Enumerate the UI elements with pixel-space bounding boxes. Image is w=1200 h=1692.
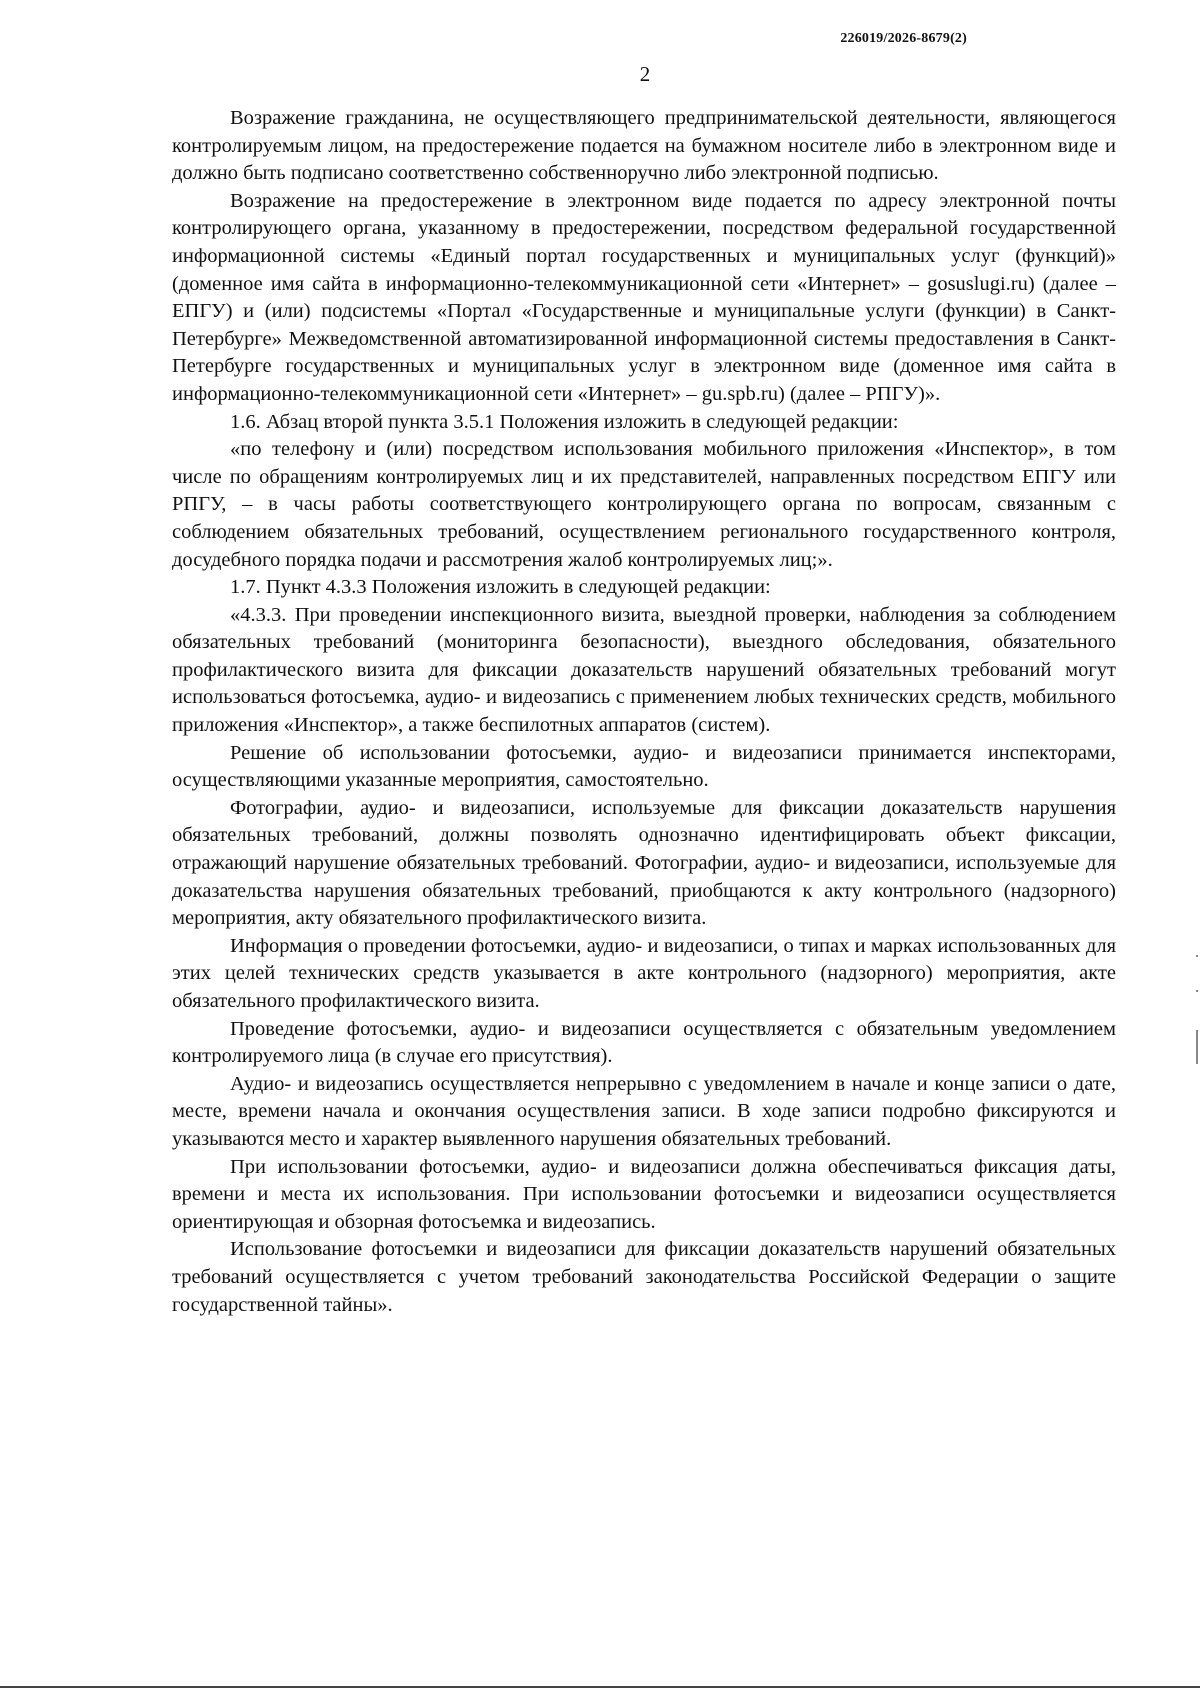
- paragraph: При использовании фотосъемки, аудио- и видеозаписи должна обеспечиваться фиксация даты, времени и места их использования. При использовании фотосъемки и видеозаписи осуществляется ориентирующая и обзорная фотосъемка и видеозапись.: [172, 1155, 1116, 1233]
- paragraph: Проведение фотосъемки, аудио- и видеозаписи осуществляется с обязательным уведомлением контролируемого лица (в случае его присутствия).: [172, 1017, 1116, 1068]
- document-number: 226019/2026-8679(2): [840, 31, 967, 46]
- document-body: [172, 105, 1116, 1319]
- paragraph: «4.3.3. При проведении инспекционного визита, выездной проверки, наблюдения за соблюдением обязательных требований (мониторинга безопасности), выездного обследования, обязательного профилактического визита для фиксации доказательств нарушений обязательных требований могут использоваться фотосъемка, аудио- и видеозапись с применением любых технических средств, мобильного приложения «Инспектор», а также беспилотных аппаратов (систем).: [172, 603, 1116, 737]
- page-number: 2: [639, 62, 651, 86]
- paragraph: Использование фотосъемки и видеозаписи для фиксации доказательств нарушений обязательных требований осуществляется с учетом требований законодательства Российской Федерации о защите государственной тайны».: [172, 1238, 1116, 1316]
- paragraph: 1.7. Пункт 4.3.3 Положения изложить в следующей редакции:: [230, 576, 771, 599]
- paragraph: Решение об использовании фотосъемки, аудио- и видеозаписи принимается инспекторами, осуществляющими указанные мероприятия, самостоятельно.: [172, 741, 1116, 792]
- scan-margin-mark: [1196, 1030, 1198, 1064]
- scan-margin-mark: [1196, 990, 1198, 992]
- paragraph: Возражение на предостережение в электронном виде подается по адресу электронной почты контролирующего органа, указанному в предостережении, посредством федеральной государственной информационной системы «Единый портал государственных и муниципальных услуг (функций)» (доменное имя сайта в информационно-телекоммуникационной сети «Интернет» – gosuslugi.ru) (далее – ЕПГУ) и (или) подсистемы «Портал «Государственные и муниципальные услуги (функции) в Санкт-Петербурге» Межведомственной автоматизированной информационной системы предоставления в Санкт-Петербурге государственных и муниципальных услуг в электронном виде (доменное имя сайта в информационно-телекоммуникационной сети «Интернет» – gu.spb.ru) (далее – РПГУ)».: [172, 189, 1116, 405]
- paragraph: Информация о проведении фотосъемки, аудио- и видеозаписи, о типах и марках использованных для этих целей технических средств указывается в акте контрольного (надзорного) мероприятия, акте обязательного профилактического визита.: [172, 934, 1116, 1012]
- paragraph: 1.6. Абзац второй пункта 3.5.1 Положения изложить в следующей редакции:: [230, 410, 899, 433]
- paragraph: Аудио- и видеозапись осуществляется непрерывно с уведомлением в начале и конце записи о дате, месте, времени начала и окончания осуществления записи. В ходе записи подробно фиксируются и указываются место и характер выявленного нарушения обязательных требований.: [172, 1072, 1116, 1150]
- paragraph: «по телефону и (или) посредством использования мобильного приложения «Инспектор», в том числе по обращениям контролируемых лиц и их представителей, направленных посредством ЕПГУ или РПГУ, – в часы работы соответствующего контролирующего органа по вопросам, связанным с соблюдением обязательных требований, осуществлением регионального государственного контроля, досудебного порядка подачи и рассмотрения жалоб контролируемых лиц;».: [172, 438, 1116, 571]
- paragraph: Возражение гражданина, не осуществляющего предпринимательской деятельности, являющегося контролируемым лицом, на предостережение подается на бумажном носителе либо в электронном виде и должно быть подписано соответственно собственноручно либо электронной подписью.: [172, 107, 1116, 185]
- scan-margin-mark: [1196, 955, 1198, 957]
- paragraph: Фотографии, аудио- и видеозаписи, используемые для фиксации доказательств нарушения обязательных требований, должны позволять однозначно идентифицировать объект фиксации, отражающий нарушение обязательных требований. Фотографии, аудио- и видеозаписи, используемые для доказательства нарушения обязательных требований, приобщаются к акту контрольного (надзорного) мероприятия, акту обязательного профилактического визита.: [172, 796, 1116, 930]
- scan-bottom-edge: [0, 1686, 1200, 1688]
